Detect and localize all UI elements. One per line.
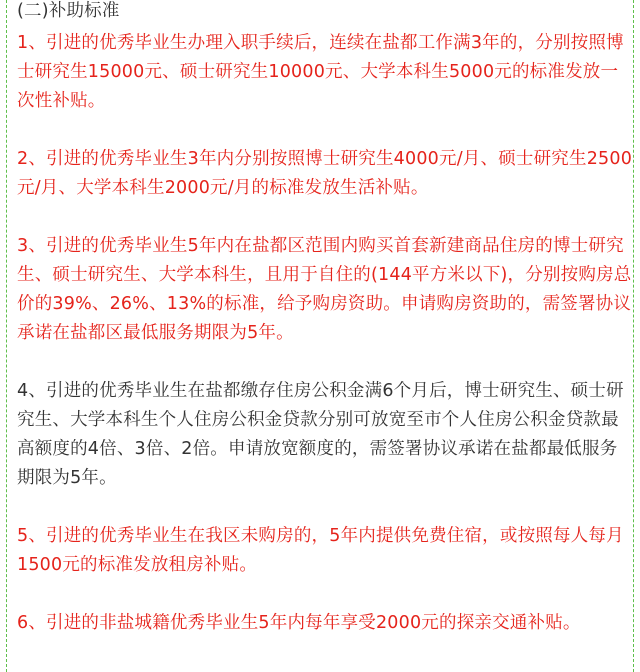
subsidy-item-5: 5、引进的优秀毕业生在我区未购房的，5年内提供免费住宿，或按照每人每月1500元的标准发放租房补贴。 [17,526,624,575]
subsidy-item-2: 2、引进的优秀毕业生3年内分别按照博士研究生4000元/月、硕士研究生2500元/月、大学本科生2000元/月的标准发放生活补贴。 [17,149,633,198]
subsidy-item-1: 1、引进的优秀毕业生办理入职手续后，连续在盐都工作满3年的，分别按照博士研究生15000元、硕士研究生10000元、大学本科生5000元的标准发放一次性补贴。 [17,33,624,111]
article-body [17,0,633,667]
subsidy-item-4: 4、引进的优秀毕业生在盐都缴存住房公积金满6个月后，博士研究生、硕士研究生、大学本科生个人住房公积金贷款分别可放宽至市个人住房公积金贷款最高额度的4倍、3倍、2倍。申请放宽额度的，需签署协议承诺在盐都最低服务期限为5年。 [17,381,624,488]
subsidy-item-6: 6、引进的非盐城籍优秀毕业生5年内每年享受2000元的探亲交通补贴。 [17,613,581,633]
section-heading: (二)补助标准 [17,1,120,21]
subsidy-item-3: 3、引进的优秀毕业生5年内在盐都区范围内购买首套新建商品住房的博士研究生、硕士研究生、大学本科生，且用于自住的(144平方米以下)，分别按购房总价的39%、26%、13%的标准，给予购房资助。申请购房资助的，需签署协议承诺在盐都区最低服务期限为5年。 [17,236,632,343]
